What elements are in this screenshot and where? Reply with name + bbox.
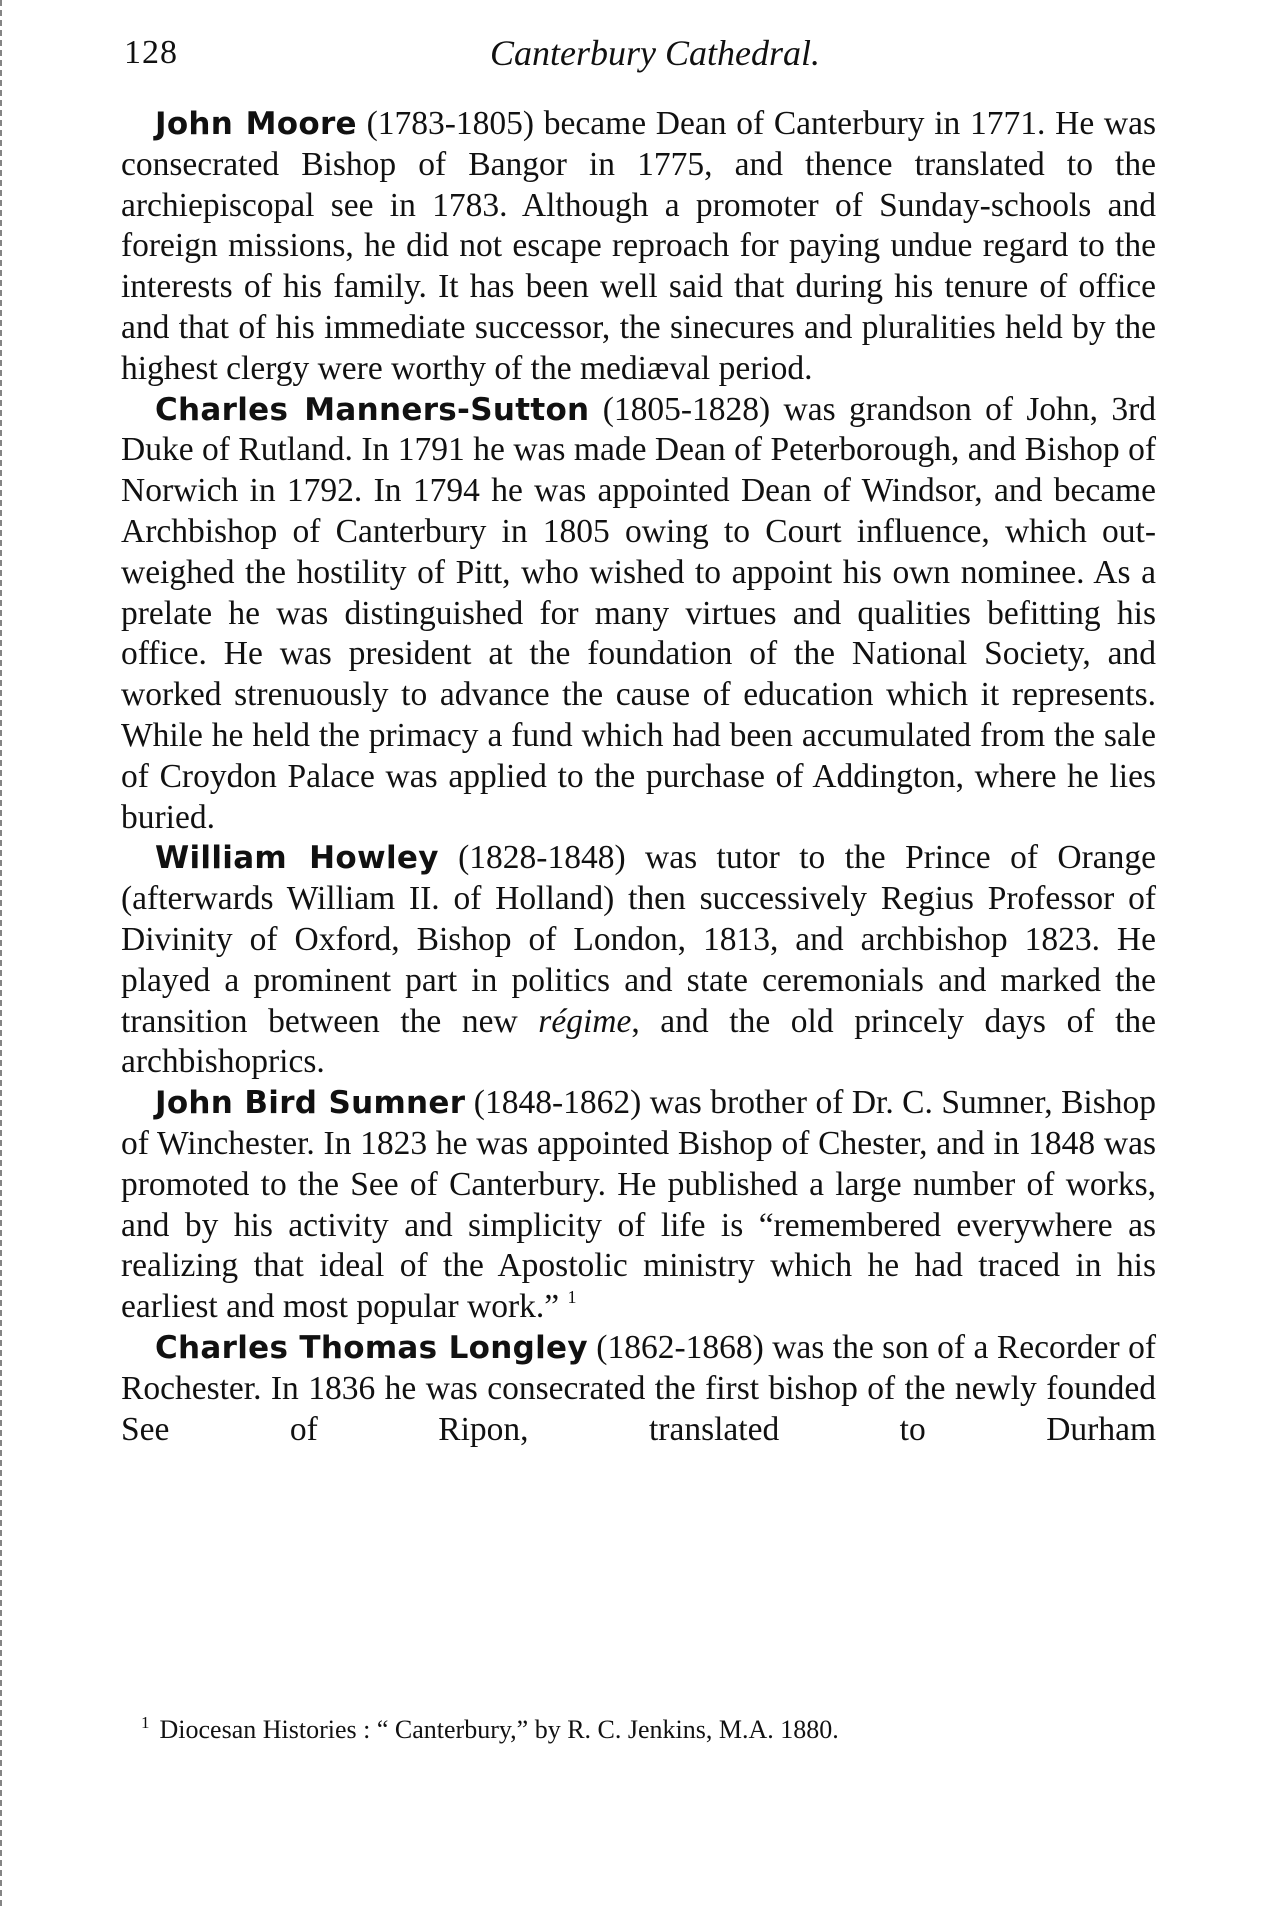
footnote-mark: 1 bbox=[141, 1713, 150, 1732]
body-text bbox=[121, 104, 1156, 1450]
paragraph-text: was grandson of John, 3rd Duke of Rutland. In 1791 he was made Dean of Peterborough, and Bishop of Norwich in 1792. In 1794 he was appointed Dean of Windsor, and became Archbishop of Canterbury in 1805 owing to Court influence, which outweighed the hostility of Pitt, who wished to appoint his own nominee. As a prelate he was distinguished for many virtues and qualities befitting his office. He was president at the foundation of the National Society, and worked strenuously to advance the cause of education which it represents. While he held the primacy a fund which had been accumulated from the sale of Croydon Palace was applied to the purchase of Addington, where he lies buried. bbox=[121, 390, 1156, 836]
page-number: 128 bbox=[124, 34, 178, 71]
paragraph-text: was brother of Dr. C. Sumner, Bishop of Winchester. In 1823 he was appointed Bishop of Chester, and in 1848 was promoted to the See of Canterbury. He published a large number of works, and by his activity and simplicity of life is “remembered everywhere as realizing that ideal of the Apostolic ministry which he had traced in his earliest and most popular work.” bbox=[121, 1084, 1157, 1326]
tenure-dates: (1862-1868) bbox=[587, 1328, 764, 1366]
archbishop-name: John Moore bbox=[155, 106, 357, 142]
footnote-text: Diocesan Histories : “ Canterbury,” by R. C. Jenkins, M.A. 1880. bbox=[159, 1715, 839, 1744]
paragraph-john-bird-sumner bbox=[121, 1083, 1156, 1328]
footnote bbox=[141, 1706, 1156, 1747]
page-edge-rule bbox=[0, 0, 2, 1908]
tenure-dates: (1848-1862) bbox=[465, 1084, 642, 1122]
paragraph-manners-sutton bbox=[121, 390, 1156, 839]
paragraph-john-moore bbox=[121, 104, 1156, 390]
archbishop-name: William Howley bbox=[155, 840, 439, 877]
archbishop-name: Charles Manners-Sutton bbox=[155, 391, 590, 428]
paragraph-longley bbox=[121, 1328, 1156, 1450]
paragraph-text: was the son of a Recorder of Rochester. In 1836 he was consecrated the first bishop of the newly founded See of Ripon, translated to Durham bbox=[121, 1328, 1157, 1448]
tenure-dates: (1783-1805) bbox=[356, 105, 535, 142]
archbishop-name: John Bird Sumner bbox=[155, 1085, 466, 1122]
archbishop-name: Charles Thomas Longley bbox=[155, 1329, 588, 1366]
tenure-dates: (1805-1828) bbox=[589, 390, 771, 428]
paragraph-william-howley bbox=[121, 838, 1156, 1083]
paragraph-text-continued: , and the old princely days of the archbishoprics. bbox=[121, 1002, 1156, 1081]
paragraph-text: was tutor to the Prince of Orange (afterwards William II. of Holland) then successively Regius Professor of Divinity of Oxford, Bishop of London, 1813, and archbishop 1823. He played a prominent part in politics and state ceremonials and marked the transition between the new bbox=[121, 839, 1157, 1040]
tenure-dates: (1828-1848) bbox=[438, 839, 626, 877]
italic-term: régime bbox=[538, 1002, 632, 1040]
page-header bbox=[124, 30, 1156, 80]
paragraph-text: became Dean of Canterbury in 1771. He was consecrated Bishop of Bangor in 1775, and thence translated to the archiepiscopal see in 1783. Although a promoter of Sunday-schools and foreign missions, he did not escape reproach for paying undue regard to the interests of his family. It has been well said that during his tenure of office and that of his immediate successor, the sinecures and pluralities held by the highest clergy were worthy of the mediæval period. bbox=[121, 105, 1157, 387]
running-title: Canterbury Cathedral. bbox=[490, 33, 820, 73]
footnote-reference[interactable]: 1 bbox=[567, 1287, 577, 1308]
